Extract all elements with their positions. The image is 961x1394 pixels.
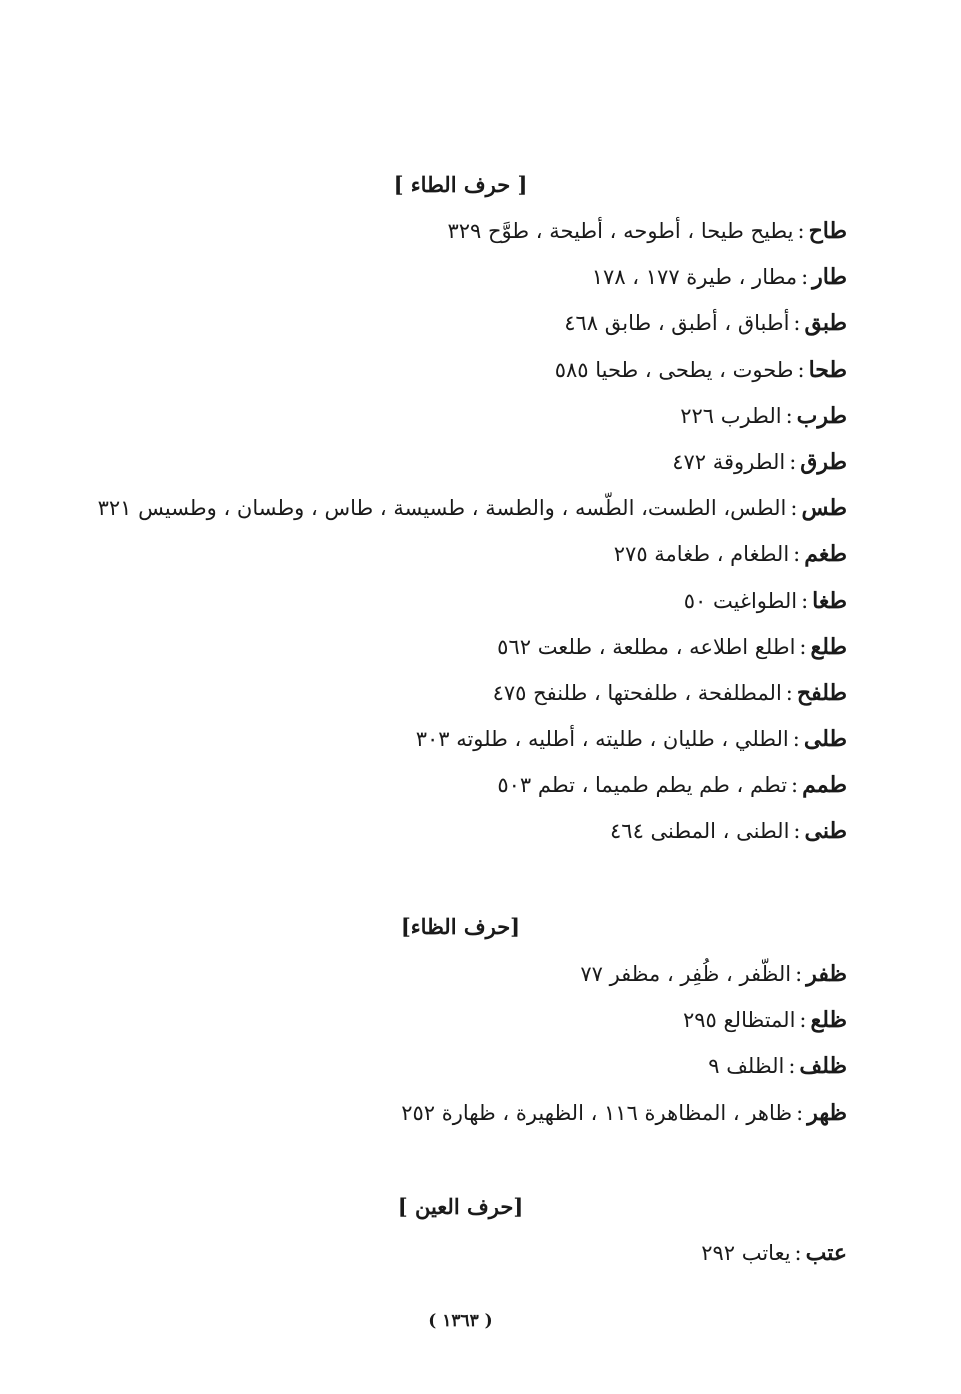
entry-root: ظهر (807, 1099, 847, 1126)
entry-text: يعاتب ٢٩٢ (701, 1241, 791, 1265)
list-item (150, 762, 847, 808)
entry-root: طلفح (796, 679, 847, 706)
entries-list-ain (150, 1230, 847, 1276)
entry-separator: : (789, 449, 797, 474)
entry-text: الطواغيت ٥٠ (683, 588, 798, 613)
entry-root: طلى (803, 726, 847, 753)
list-item (97, 485, 847, 531)
entry-root: طرب (796, 402, 847, 429)
entry-separator: : (795, 962, 803, 986)
list-item (150, 208, 847, 254)
entry-root: طنى (804, 818, 847, 845)
list-item (150, 951, 847, 997)
list-item (150, 439, 847, 485)
entry-separator: : (796, 1100, 804, 1125)
entry-separator: : (785, 403, 793, 428)
entry-root: طلع (810, 633, 847, 660)
entry-root: طغم (804, 541, 847, 568)
entry-text: المتظالع ٢٩٥ (682, 1008, 796, 1033)
entry-separator: : (793, 311, 801, 336)
entry-separator: : (794, 1241, 802, 1265)
entry-separator: : (793, 819, 801, 844)
list-item (150, 347, 847, 393)
entry-root: ظفر (806, 961, 847, 987)
list-item (150, 1230, 847, 1276)
page-number: ( ١٣٦٣ ) (428, 1311, 493, 1331)
list-item (150, 393, 847, 439)
entry-text: طحوت ، يطحى ، طحيا ٥٨٥ (554, 357, 794, 382)
entry-separator: : (799, 1008, 807, 1033)
entry-root: ظلف (799, 1053, 847, 1080)
list-item (150, 531, 847, 577)
section-heading-taa: [ حرف الطاء ] (393, 172, 528, 197)
entry-text: الطلي ، طليان ، طليته ، أطليه ، طلوته ٣٠٣ (415, 727, 789, 752)
section-heading-zaa: [حرف الظاء] (400, 914, 521, 939)
section-heading-ain: [حرف العين ] (397, 1194, 524, 1219)
entry-root: طرق (800, 448, 847, 475)
list-item (150, 254, 847, 300)
entry-separator: : (791, 773, 799, 798)
entries-list-zaa (150, 951, 847, 1136)
entry-separator: : (797, 357, 805, 382)
entry-root: طاح (808, 218, 847, 244)
entry-root: طار (812, 264, 847, 291)
list-item (150, 716, 847, 762)
entry-text: اطلع اطلاعه ، مطلعة ، طلعت ٥٦٢ (497, 634, 796, 659)
entry-text: مطار ، طيرة ١٧٧ ، ١٧٨ (591, 265, 798, 290)
entry-separator: : (788, 1054, 796, 1079)
entry-root: طغا (812, 587, 847, 614)
entry-text: المطلفحة ، طلفحتها ، طلنفح ٤٧٥ (492, 680, 782, 705)
entry-text: ظاهر ، المظاهرة ١١٦ ، الظهيرة ، ظهارة ٢٥٢ (401, 1100, 793, 1125)
entry-text: تطم ، طم يطم طميما ، تطم ٥٠٣ (497, 773, 788, 798)
entries-list-taa (97, 208, 847, 855)
list-item (150, 808, 847, 854)
entry-root: طمم (802, 772, 847, 799)
entry-root: طس (801, 495, 847, 522)
entry-separator: : (799, 634, 807, 659)
list-item (150, 670, 847, 716)
entry-root: ظلع (810, 1007, 847, 1034)
entry-separator: : (797, 219, 805, 243)
list-item (150, 300, 847, 346)
list-item (150, 578, 847, 624)
entry-text: أطباق ، أطبق ، طابق ٤٦٨ (564, 311, 790, 336)
list-item (150, 1090, 847, 1136)
list-item (150, 997, 847, 1043)
entry-separator: : (801, 588, 809, 613)
entry-root: عتب (805, 1240, 847, 1266)
list-item (150, 624, 847, 670)
entry-text: الظلف ٩ (708, 1054, 785, 1079)
entry-root: طحا (808, 356, 847, 383)
entry-separator: : (790, 496, 798, 521)
entry-text: الطنى ، المطنى ٤٦٤ (610, 819, 790, 844)
list-item (150, 1043, 847, 1089)
entry-text: الطغام ، طغامة ٢٧٥ (613, 542, 790, 567)
entry-separator: : (792, 727, 800, 752)
entry-root: طبق (804, 310, 847, 337)
entry-separator: : (785, 680, 793, 705)
entry-text: الطروقة ٤٧٢ (672, 449, 786, 474)
entry-separator: : (793, 542, 801, 567)
entry-separator: : (801, 265, 809, 290)
entry-text: الطرب ٢٢٦ (680, 403, 782, 428)
entry-text: يطيح طيحا ، أطوحه ، أطيحة ، طوَّح ٣٢٩ (447, 219, 794, 243)
entry-text: الظّفر ، ظُفِر ، مظفر ٧٧ (580, 962, 792, 986)
entry-text: الطس، الطست، الطّسه ، والطسة ، طسيسة ، طاس ، وطسان ، وطسيس ٣٢١ (97, 496, 787, 521)
